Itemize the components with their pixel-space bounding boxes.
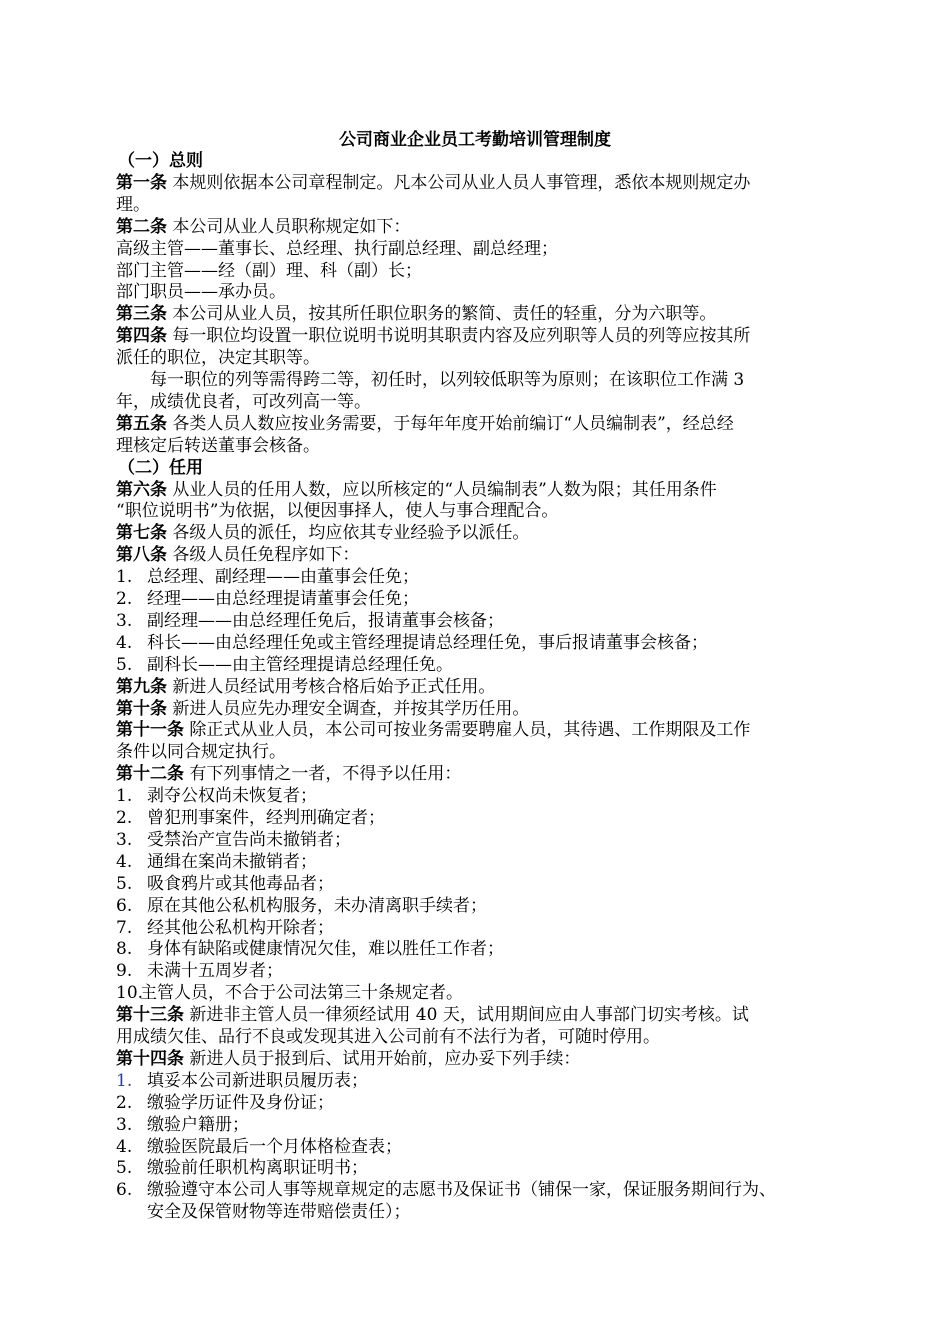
list-item-number: 9.	[116, 961, 133, 982]
article-text: 每一职位均设置一职位说明书说明其职责内容及应列职等人员的列等应按其所	[167, 326, 751, 347]
article-label: 第十三条	[116, 1005, 184, 1026]
paragraph-line: 条件以同合规定执行。	[116, 742, 286, 763]
list-item-text: 原在其他公私机构服务，未办清离职手续者；	[147, 895, 487, 916]
article-label: 第三条	[116, 304, 167, 325]
list-item-number: 5.	[116, 654, 133, 675]
article-label: 第八条	[116, 545, 167, 566]
list-item-text: 剥夺公权尚未恢复者；	[147, 786, 317, 807]
article-text: 有下列事情之一者，不得予以任用：	[184, 764, 462, 785]
article-line	[116, 676, 495, 698]
article-line	[116, 1004, 749, 1026]
article-label: 第五条	[116, 413, 167, 434]
article-text: 除正式从业人员，本公司可按业务需要聘雇人员，其待遇、工作期限及工作	[184, 720, 751, 741]
paragraph-line: 每一职位的列等需得跨二等，初任时，以列较低职等为原则；在该职位工作满 3	[150, 370, 745, 390]
list-item-number: 2.	[116, 808, 133, 828]
list-item-text: 副科长——由主管经理提请总经理任免。	[147, 654, 453, 675]
article-line	[116, 216, 410, 238]
list-item-text: 填妥本公司新进职员履历表；	[147, 1070, 368, 1091]
article-text: 各类人员人数应按业务需要，于每年年度开始前编订“人员编制表”，经总经	[167, 413, 734, 434]
article-label: 第十二条	[116, 764, 184, 785]
list-item-number: 5.	[116, 873, 133, 894]
article-line	[116, 172, 750, 194]
article-line	[116, 303, 716, 325]
list-item-continuation: 安全及保管财物等连带赔偿责任）；	[147, 1202, 411, 1223]
list-item-text: 缴验医院最后一个月体格检查表；	[147, 1136, 402, 1157]
list-item-text: 科长——由总经理任免或主管经理提请总经理任免，事后报请董事会核备；	[147, 632, 708, 653]
list-item-number: 6.	[116, 895, 133, 916]
list-item-number: 2.	[116, 589, 133, 609]
list-item-text: 缴验学历证件及身份证；	[147, 1092, 334, 1113]
section-heading: （一）总则	[118, 151, 203, 171]
list-item-text: 缴验遵守本公司人事等规章规定的志愿书及保证书（铺保一家，保证服务期间行为、	[147, 1180, 776, 1201]
article-text: 各级人员的派任，均应依其专业经验予以派任。	[167, 523, 530, 544]
article-line	[116, 413, 734, 435]
paragraph-line: 年，成绩优良者，可改列高一等。	[116, 391, 371, 412]
paragraph-line: 派任的职位，决定其职等。	[116, 348, 320, 369]
article-label: 第二条	[116, 216, 167, 237]
list-item-number: 10.	[116, 983, 144, 1004]
article-line	[116, 1048, 580, 1070]
article-text: 新进人员于报到后、试用开始前，应办妥下列手续：	[184, 1048, 581, 1069]
article-text: 本规则依据本公司章程制定。凡本公司从业人员人事管理，悉依本规则规定办	[167, 172, 751, 193]
article-text: 从业人员的任用人数，应以所核定的“人员编制表”人数为限；其任用条件	[167, 479, 717, 500]
article-label: 第六条	[116, 479, 167, 500]
list-item-number: 5.	[116, 1158, 133, 1179]
list-item-text: 受禁治产宣告尚未撤销者；	[147, 829, 351, 850]
list-item-number: 1.	[116, 786, 133, 807]
article-line	[116, 479, 717, 501]
article-text: 本公司从业人员职称规定如下：	[167, 216, 411, 237]
list-item-text: 缴验户籍册；	[147, 1114, 249, 1135]
list-item-number: 6.	[116, 1180, 133, 1201]
paragraph-line: 高级主管——董事长、总经理、执行副总经理、副总经理；	[116, 238, 558, 259]
list-item-number: 4.	[116, 851, 133, 872]
list-item-number: 4.	[116, 1136, 133, 1157]
list-item-text: 曾犯刑事案件，经判刑确定者；	[147, 808, 385, 828]
list-item-text: 总经理、副经理——由董事会任免；	[147, 567, 419, 588]
list-item-text: 身体有缺陷或健康情况欠佳，难以胜任工作者；	[147, 939, 504, 960]
section-heading: （二）任用	[118, 457, 203, 478]
article-text: 本公司从业人员，按其所任职位职务的繁简、责任的轻重，分为六职等。	[167, 304, 717, 325]
list-item-number: 3.	[116, 610, 133, 631]
article-text: 新进非主管人员一律须经试用 40 天，试用期间应由人事部门切实考核。试	[184, 1005, 749, 1026]
article-text: 各级人员任免程序如下：	[167, 545, 360, 566]
article-line	[116, 698, 529, 720]
list-item-text: 副经理——由总经理任免后，报请董事会核备；	[147, 610, 504, 631]
paragraph-line: 理核定后转送董事会核备。	[116, 435, 320, 456]
list-item-text: 吸食鸦片或其他毒品者；	[147, 873, 334, 894]
document-title: 公司商业企业员工考勤培训管理制度	[339, 130, 611, 150]
article-label: 第九条	[116, 676, 167, 697]
paragraph-line: 用成绩欠佳、品行不良或发现其进入公司前有不法行为者，可随时停用。	[116, 1027, 660, 1047]
list-item-text: 缴验前任职机构离职证明书；	[147, 1158, 368, 1179]
article-label: 第七条	[116, 523, 167, 544]
list-item-text: 经理——由总经理提请董事会任免；	[147, 589, 419, 609]
list-item-number: 3.	[116, 829, 133, 850]
list-item-number: 2.	[116, 1092, 133, 1113]
list-item-text: 主管人员，不合于公司法第三十条规定者。	[140, 983, 463, 1004]
paragraph-line: “职位说明书”为依据，以便因事择人，使人与事合理配合。	[116, 501, 559, 522]
list-item-number: 1.	[116, 1070, 133, 1091]
paragraph-line: 部门职员——承办员。	[116, 282, 286, 303]
article-text: 新进人员应先办理安全调查，并按其学历任用。	[167, 698, 530, 719]
article-label: 第一条	[116, 172, 167, 193]
list-item-number: 3.	[116, 1114, 133, 1135]
article-line	[116, 544, 359, 566]
list-item-text: 经其他公私机构开除者；	[147, 917, 334, 938]
list-item-text: 通缉在案尚未撤销者；	[147, 851, 317, 872]
article-line	[116, 719, 750, 741]
list-item-number: 4.	[116, 632, 133, 653]
article-label: 第十一条	[116, 720, 184, 741]
article-line	[116, 325, 750, 347]
article-label: 第四条	[116, 326, 167, 347]
paragraph-line: 理。	[116, 194, 150, 215]
article-line	[116, 763, 461, 785]
article-line	[116, 522, 529, 544]
list-item-number: 8.	[116, 939, 133, 960]
article-label: 第十四条	[116, 1048, 184, 1069]
list-item-text: 未满十五周岁者；	[147, 961, 283, 982]
paragraph-line: 部门主管——经（副）理、科（副）长；	[116, 260, 422, 281]
article-text: 新进人员经试用考核合格后始予正式任用。	[167, 676, 496, 697]
article-label: 第十条	[116, 698, 167, 719]
list-item-number: 7.	[116, 917, 133, 938]
list-item-number: 1.	[116, 567, 133, 588]
